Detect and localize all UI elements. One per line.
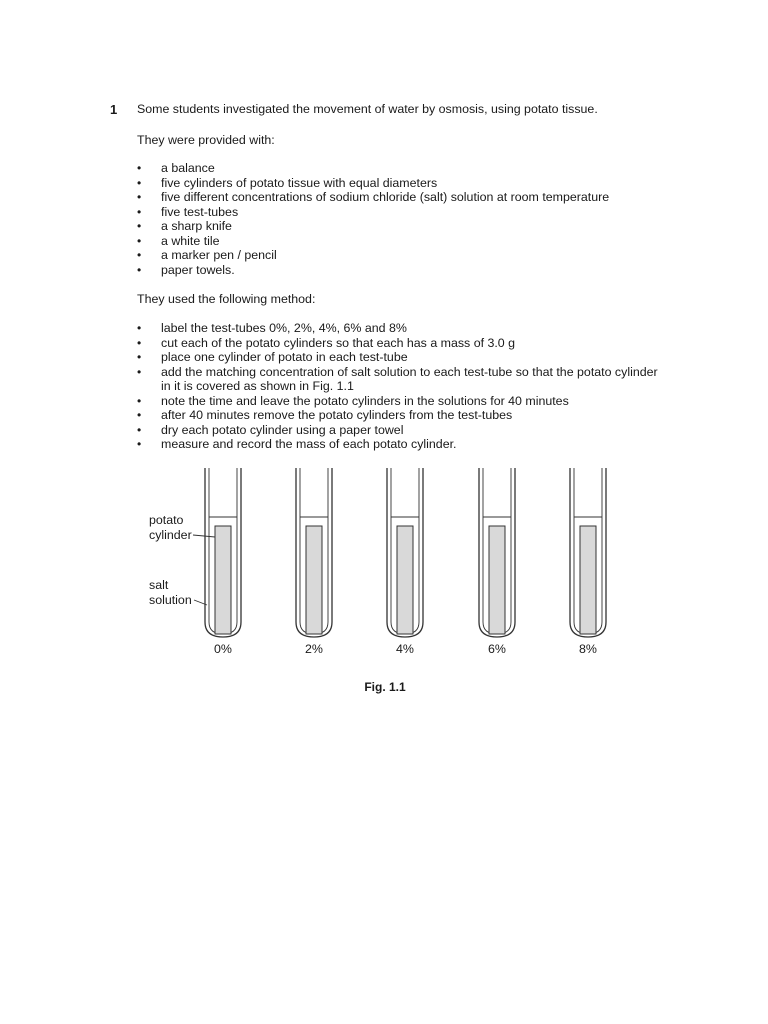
- list-item: • a white tile: [137, 234, 609, 249]
- list-item: • a balance: [137, 161, 609, 176]
- list-item: • label the test-tubes 0%, 2%, 4%, 6% and 8%: [137, 321, 659, 336]
- potato-cylinder: [489, 526, 505, 634]
- tube-label: 2%: [305, 642, 323, 656]
- test-tube-figure: [0, 465, 768, 705]
- test-tube: [296, 468, 332, 656]
- provided-list: [137, 161, 609, 277]
- list-item: • cut each of the potato cylinders so that each has a mass of 3.0 g: [137, 336, 659, 351]
- tube-label: 0%: [214, 642, 232, 656]
- potato-cylinder: [397, 526, 413, 634]
- list-item: • five different concentrations of sodium chloride (salt) solution at room temperature: [137, 190, 609, 205]
- potato-cylinder: [306, 526, 322, 634]
- potato-cylinder: [580, 526, 596, 634]
- list-item: • paper towels.: [137, 263, 609, 278]
- list-item: • add the matching concentration of salt solution to each test-tube so that the potato cylinder in it is covered as shown in Fig. 1.1: [137, 365, 659, 394]
- potato-label-pointer: [193, 535, 215, 537]
- list-item: • dry each potato cylinder using a paper towel: [137, 423, 659, 438]
- tube-label: 4%: [396, 642, 414, 656]
- question-number: 1: [110, 102, 118, 117]
- method-list: [137, 321, 659, 452]
- list-item: • five test-tubes: [137, 205, 609, 220]
- list-item: • after 40 minutes remove the potato cylinders from the test-tubes: [137, 408, 659, 423]
- test-tube: [205, 468, 241, 656]
- potato-label-line2: cylinder: [149, 528, 192, 542]
- test-tube: [570, 468, 606, 656]
- list-item: • place one cylinder of potato in each test-tube: [137, 350, 659, 365]
- figure-caption: Fig. 1.1: [364, 680, 406, 694]
- salt-label: [149, 578, 192, 607]
- list-item: • measure and record the mass of each potato cylinder.: [137, 437, 659, 452]
- method-heading: They used the following method:: [137, 292, 316, 306]
- tube-label: 8%: [579, 642, 597, 656]
- list-item: • note the time and leave the potato cylinders in the solutions for 40 minutes: [137, 394, 659, 409]
- test-tube: [387, 468, 423, 656]
- provided-heading: They were provided with:: [137, 133, 275, 147]
- potato-cylinder: [215, 526, 231, 634]
- salt-label-line2: solution: [149, 593, 192, 607]
- potato-label: [149, 513, 192, 542]
- potato-label-line1: potato: [149, 513, 184, 527]
- test-tube: [479, 468, 515, 656]
- salt-label-line1: salt: [149, 578, 169, 592]
- question-intro: Some students investigated the movement of water by osmosis, using potato tissue.: [137, 102, 598, 116]
- list-item: • a sharp knife: [137, 219, 609, 234]
- list-item: • a marker pen / pencil: [137, 248, 609, 263]
- list-item: • five cylinders of potato tissue with equal diameters: [137, 176, 609, 191]
- tube-label: 6%: [488, 642, 506, 656]
